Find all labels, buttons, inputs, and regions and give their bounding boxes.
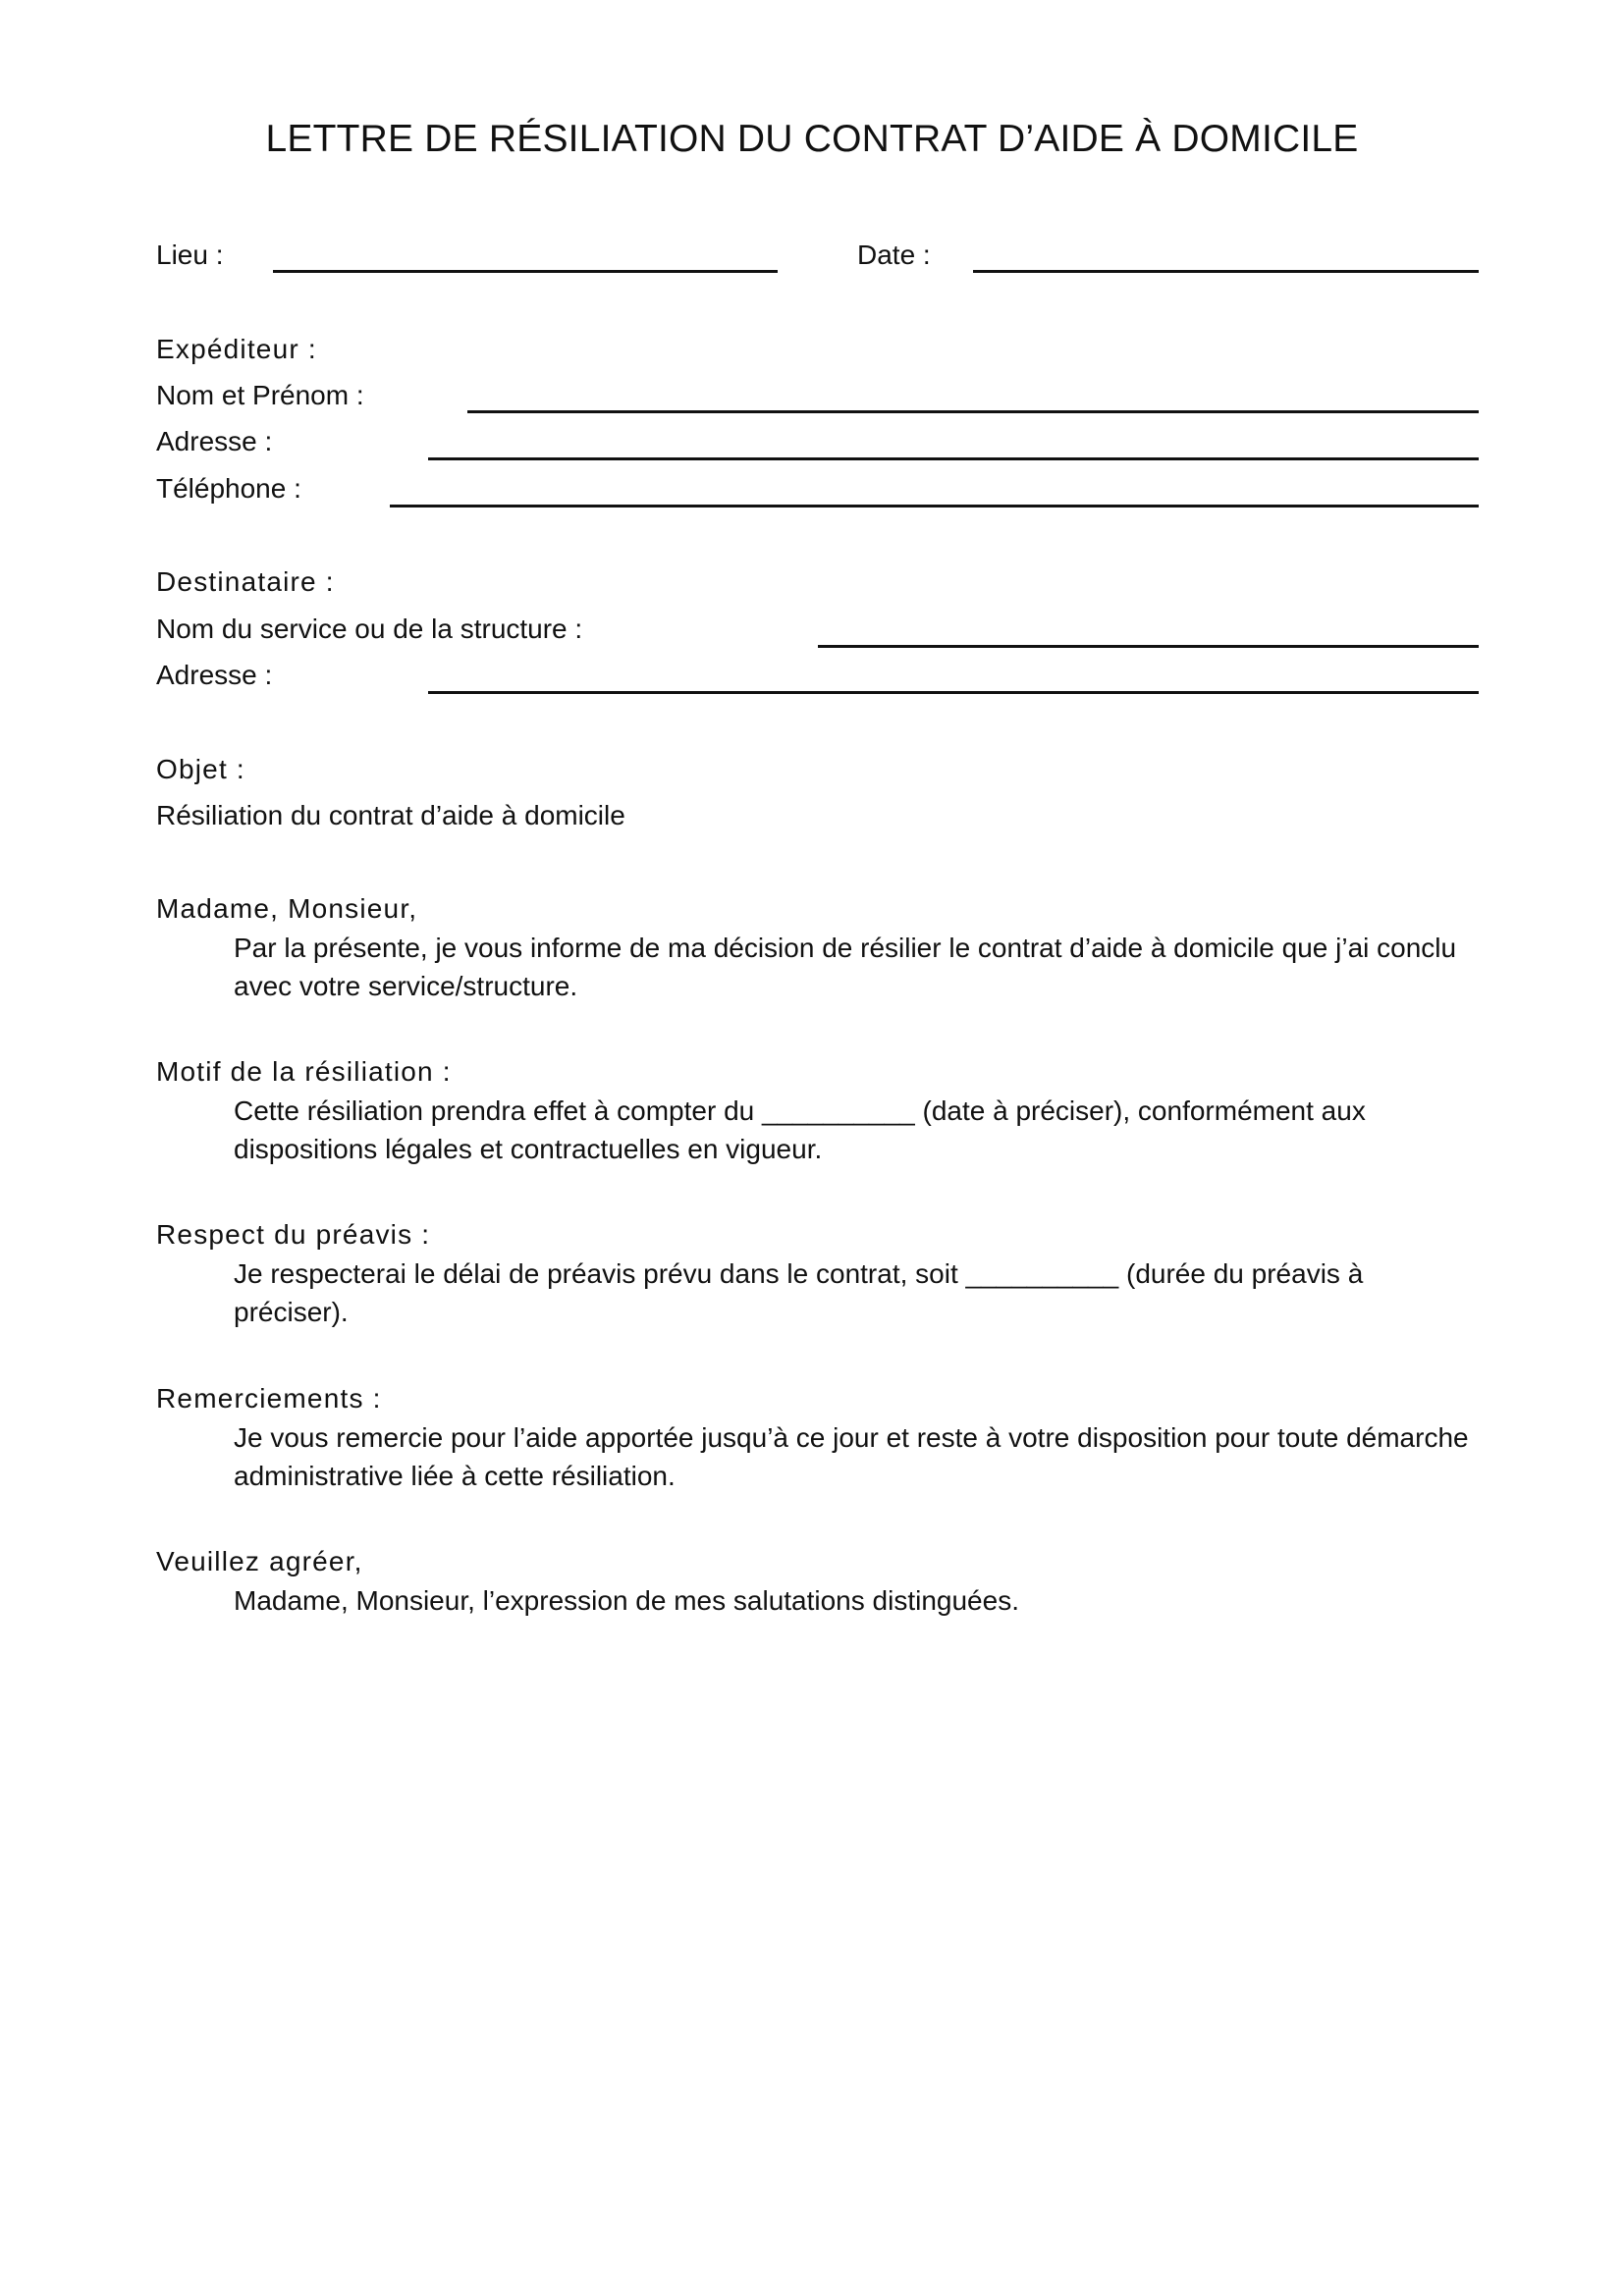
expediteur-nom-label: Nom et Prénom : bbox=[156, 380, 364, 410]
cloture-paragraph bbox=[234, 1581, 1490, 1620]
expediteur-nom-field-line[interactable] bbox=[467, 410, 1479, 413]
destinataire-adresse-field-line[interactable] bbox=[428, 691, 1479, 694]
preavis-line-2: préciser). bbox=[234, 1297, 349, 1327]
motif-heading: Motif de la résiliation : bbox=[156, 1056, 452, 1087]
expediteur-heading: Expéditeur : bbox=[156, 334, 317, 364]
remerciements-line-1: Je vous remercie pour l’aide apportée jusqu’à ce jour et reste à votre disposition pour toute démarche bbox=[234, 1422, 1469, 1453]
destinataire-service-field-line[interactable] bbox=[818, 645, 1479, 648]
document-title: LETTRE DE RÉSILIATION DU CONTRAT D’AIDE À DOMICILE bbox=[265, 118, 1359, 160]
preavis-line-1: Je respecterai le délai de préavis prévu dans le contrat, soit __________ (durée du préavis à bbox=[234, 1258, 1364, 1289]
date-field-line[interactable] bbox=[973, 270, 1479, 273]
expediteur-telephone-label: Téléphone : bbox=[156, 473, 301, 504]
salutation-line-1: Par la présente, je vous informe de ma décision de résilier le contrat d’aide à domicile que j’ai conclu bbox=[234, 933, 1457, 963]
preavis-heading: Respect du préavis : bbox=[156, 1219, 431, 1250]
remerciements-paragraph bbox=[234, 1418, 1490, 1495]
salutation-heading: Madame, Monsieur, bbox=[156, 893, 418, 924]
destinataire-adresse-label: Adresse : bbox=[156, 660, 273, 690]
remerciements-line-2: administrative liée à cette résiliation. bbox=[234, 1461, 676, 1491]
expediteur-telephone-field-line[interactable] bbox=[390, 505, 1479, 507]
date-label: Date : bbox=[857, 240, 931, 270]
expediteur-adresse-label: Adresse : bbox=[156, 426, 273, 456]
cloture-line-1: Madame, Monsieur, l’expression de mes salutations distinguées. bbox=[234, 1585, 1019, 1616]
destinataire-service-label: Nom du service ou de la structure : bbox=[156, 614, 583, 644]
objet-heading: Objet : bbox=[156, 754, 245, 784]
motif-line-2: dispositions légales et contractuelles en vigueur. bbox=[234, 1134, 823, 1164]
preavis-paragraph bbox=[234, 1255, 1490, 1331]
salutation-line-2: avec votre service/structure. bbox=[234, 971, 578, 1001]
lieu-label: Lieu : bbox=[156, 240, 224, 270]
motif-paragraph bbox=[234, 1092, 1490, 1168]
motif-line-1: Cette résiliation prendra effet à compter du __________ (date à préciser), conformément aux bbox=[234, 1095, 1366, 1126]
objet-text: Résiliation du contrat d’aide à domicile bbox=[156, 800, 625, 830]
destinataire-heading: Destinataire : bbox=[156, 566, 335, 597]
salutation-paragraph bbox=[234, 929, 1490, 1005]
remerciements-heading: Remerciements : bbox=[156, 1383, 382, 1414]
expediteur-adresse-field-line[interactable] bbox=[428, 457, 1479, 460]
lieu-field-line[interactable] bbox=[273, 270, 778, 273]
cloture-heading: Veuillez agréer, bbox=[156, 1546, 363, 1576]
